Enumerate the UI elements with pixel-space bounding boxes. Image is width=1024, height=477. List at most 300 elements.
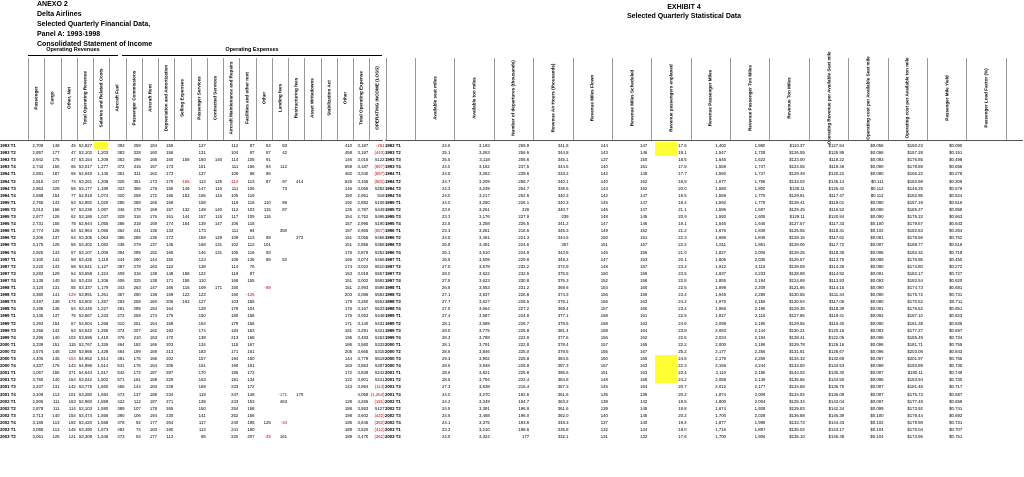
left-cell: 188	[344, 405, 352, 411]
right-cell: 3,791	[478, 341, 490, 347]
right-cell: 226.8	[518, 327, 530, 333]
left-cell: 155	[166, 185, 174, 191]
right-cell: 1,778	[754, 199, 766, 205]
left-cell: 351	[133, 178, 141, 184]
left-cell: 626	[344, 178, 352, 184]
group-operating-expenses-label: Operating Expenses	[225, 47, 279, 53]
left-cell: 134	[247, 377, 255, 383]
right-cell: 2,115	[754, 263, 766, 269]
right-col-header	[415, 58, 454, 138]
right-cell: 142	[600, 171, 608, 177]
left-cell: 3,187	[357, 164, 369, 170]
right-cell: 20.2	[678, 391, 687, 397]
left-cell: 5421	[374, 327, 385, 333]
left-cell: 177	[149, 434, 157, 440]
right-col-header	[966, 58, 1005, 138]
left-cell: 1,556	[97, 412, 109, 418]
right-cell: $129.78	[789, 341, 805, 347]
left-cell: 102	[68, 334, 76, 340]
left-cell: 111	[52, 398, 60, 404]
left-cell: 166	[149, 341, 157, 347]
right-cell: 28.0	[442, 270, 451, 276]
left-cell: 374	[117, 327, 125, 333]
left-cell: 263	[133, 285, 141, 290]
left-cell: 241	[133, 228, 141, 234]
right-cell: 1,827	[715, 249, 727, 255]
right-cell: $126.16	[828, 341, 845, 347]
left-col-header	[223, 58, 239, 138]
grid-vline	[533, 58, 534, 140]
left-cell: 76	[249, 263, 255, 269]
quarter-label: 1996 T3	[0, 242, 16, 248]
right-cell: 231.2	[518, 285, 530, 290]
right-cell: 147	[640, 192, 648, 198]
left-cell: 129	[52, 270, 60, 276]
right-cell: $0.093	[870, 277, 884, 283]
left-cell: 155	[52, 370, 60, 376]
right-cell: $143.04	[828, 398, 845, 404]
left-cell: 106	[247, 185, 255, 191]
left-cell: 131	[52, 285, 60, 290]
right-cell: $128.41	[789, 334, 805, 340]
left-col-header-label: Contracted Services	[212, 75, 218, 121]
right-cell: $193.89	[907, 363, 923, 369]
right-cell: 23.2	[678, 263, 687, 269]
left-cell: 161	[133, 377, 141, 383]
right-cell: $128.06	[789, 242, 805, 248]
left-cell: 110	[198, 277, 206, 283]
right-cell: 225.0	[518, 348, 530, 354]
left-cell: 366	[133, 185, 141, 191]
left-cell: 473	[117, 391, 125, 397]
left-cell: 5619	[374, 356, 385, 361]
right-cell: 152	[640, 178, 648, 184]
right-col-header	[691, 58, 730, 138]
right-cell: 1,806	[715, 256, 727, 262]
right-cell: 23.3	[442, 228, 451, 234]
right-cell: $125.55	[789, 228, 805, 234]
right-cell: 339.5	[557, 185, 569, 191]
left-cell: 3,055	[357, 185, 369, 191]
right-cell: 151	[600, 370, 608, 376]
left-cell: 1,179	[97, 285, 109, 290]
right-cell: 151	[640, 164, 648, 170]
left-cell: 55	[70, 285, 76, 290]
left-cell: 156	[52, 164, 60, 170]
right-cell: $126.55	[789, 150, 805, 156]
left-cell: 278	[133, 263, 141, 269]
right-cell: $129.45	[789, 206, 805, 212]
left-cell: 2,787	[357, 206, 369, 212]
grid-vline	[304, 58, 305, 140]
left-cell: 171	[231, 348, 239, 354]
right-cell: 28.6	[442, 363, 451, 369]
right-cell: 1,645	[715, 157, 727, 163]
right-cell: 1,747	[754, 164, 766, 170]
right-cell: $0.663	[949, 214, 963, 219]
left-cell: 1,261	[97, 292, 109, 298]
right-cell: 372.9	[557, 263, 569, 269]
left-cell: 148	[52, 348, 60, 354]
right-cell: $0.097	[870, 370, 884, 376]
right-cell: 1,811	[715, 242, 727, 248]
group-operating-expenses	[122, 47, 382, 57]
right-cell: $121.86	[789, 285, 805, 290]
right-cell: 3,491	[478, 242, 490, 248]
right-cell: 1,402	[715, 143, 727, 148]
right-cell: $175.72	[907, 292, 923, 298]
right-cell: 369.6	[557, 285, 569, 290]
right-table-row	[0, 433, 1024, 440]
right-cell: 2,083	[715, 327, 727, 333]
left-cell: 1,590	[97, 405, 109, 411]
quarter-label: 1996 T4	[385, 249, 401, 255]
left-cell: 3,016	[357, 157, 369, 163]
left-cell: 53,596	[78, 334, 92, 340]
left-cell: 247	[52, 178, 60, 184]
right-cell: $144.43	[828, 419, 845, 425]
left-cell: 155	[247, 277, 255, 283]
left-cell: 96	[282, 199, 287, 205]
highlight-cell	[94, 142, 108, 149]
right-cell: 156	[600, 348, 608, 354]
left-cell: 2,742	[32, 164, 44, 170]
left-cell: 2,878	[357, 249, 369, 255]
right-cell: 3,902	[478, 356, 490, 361]
right-cell: 157	[640, 242, 648, 248]
quarter-label: 1999 T2	[0, 320, 16, 326]
left-cell: 4,265	[357, 398, 369, 404]
left-cell: 144	[182, 214, 190, 219]
right-cell: 225.7	[518, 320, 530, 326]
highlight-cell	[655, 355, 677, 383]
quarter-label: 1994 T1	[385, 171, 401, 177]
grid-vline	[1006, 58, 1007, 140]
right-cell: $178.56	[907, 235, 923, 241]
right-cell: 3,775	[478, 327, 490, 333]
right-cell: $0.096	[870, 341, 884, 347]
left-cell: 147	[214, 221, 222, 227]
grid-vline	[454, 58, 455, 140]
left-cell: 97	[282, 178, 287, 184]
left-cell: 478	[117, 419, 125, 425]
right-table-row	[0, 398, 1024, 405]
right-cell: $146.39	[828, 412, 845, 418]
left-cell: 350	[279, 228, 287, 234]
left-cell: 4,405	[32, 356, 44, 361]
left-col-header	[126, 58, 142, 138]
left-cell: 2,892	[357, 199, 369, 205]
right-cell: 239.6	[518, 171, 530, 177]
right-cell: $136.76	[828, 384, 845, 390]
left-cell: 316	[133, 214, 141, 219]
right-cell: 145	[640, 412, 648, 418]
right-cell: 384.6	[557, 356, 569, 361]
left-cell: 3,750	[32, 377, 44, 383]
right-cell: $128.25	[789, 249, 805, 255]
quarter-label: 1998 T3	[0, 299, 16, 305]
right-cell: 230.8	[518, 277, 530, 283]
left-cell: 54,644	[78, 370, 92, 376]
right-table-row	[0, 256, 1024, 263]
left-cell: 153	[344, 270, 352, 276]
right-cell: 2,009	[754, 391, 766, 397]
right-cell: 1,605	[754, 214, 766, 219]
grid-vline	[353, 58, 354, 140]
right-cell: $0.089	[870, 256, 884, 262]
right-cell: 3,553	[478, 285, 490, 290]
right-cell: $127.54	[828, 143, 845, 148]
left-cell: 2,713	[32, 412, 44, 418]
right-cell: 24.0	[442, 391, 451, 397]
left-cell: 376	[117, 334, 125, 340]
right-cell: $148.25	[907, 185, 923, 191]
left-cell: 163	[149, 263, 157, 269]
grid-vline	[769, 58, 770, 140]
right-cell: 226.5	[518, 221, 530, 227]
grid-vline	[272, 58, 273, 140]
right-cell: 2,177	[715, 348, 727, 354]
right-cell: $150.23	[907, 143, 923, 148]
right-cell: $116.52	[828, 206, 845, 212]
left-cell: 175	[344, 313, 352, 319]
left-cell: 162	[149, 327, 157, 333]
quarter-label: 2003 T2	[385, 434, 401, 440]
left-cell: 5596	[374, 285, 385, 290]
right-cell: 1,768	[754, 178, 766, 184]
annex-label: ANEXO 2	[37, 1, 68, 8]
left-cell: 3,195	[32, 306, 44, 312]
quarter-label: 1997 T2	[0, 263, 16, 269]
right-cell: 24.6	[442, 412, 451, 418]
left-cell: 128	[198, 306, 206, 312]
right-cell: 163	[640, 320, 648, 326]
right-cell: $0.727	[949, 270, 963, 276]
left-cell: 164	[198, 320, 206, 326]
right-cell: $0.100	[870, 221, 884, 227]
right-cell: 1,622	[754, 157, 766, 163]
right-cell: $0.112	[870, 185, 884, 191]
right-cell: $0.524	[949, 192, 963, 198]
right-cell: 374.3	[557, 292, 569, 298]
left-cell: 168	[247, 405, 255, 411]
right-cell: 2,194	[754, 277, 766, 283]
right-col-header	[612, 58, 651, 138]
left-cell: 1,514	[97, 356, 109, 361]
right-cell: $0.097	[870, 398, 884, 404]
right-table-row	[0, 170, 1024, 177]
right-cell: $117.62	[828, 235, 845, 241]
right-table-row	[0, 249, 1024, 256]
quarter-label: 2000 T2	[0, 348, 16, 354]
left-cell: 482	[117, 427, 125, 432]
right-cell: 22.3	[678, 235, 687, 241]
right-cell: 340.3	[557, 192, 569, 198]
right-cell: $0.090	[870, 164, 884, 170]
highlight-cell	[655, 142, 677, 156]
left-cell: 166	[149, 356, 157, 361]
quarter-label: 2002 T4	[385, 419, 401, 425]
quarter-label: 2001 T3	[385, 384, 401, 390]
right-cell: 1,897	[754, 427, 766, 432]
right-cell: 20.0	[678, 185, 687, 191]
right-cell: 1,912	[715, 263, 727, 269]
quarter-label: 1998 T2	[385, 292, 401, 298]
left-cell: 53,103	[78, 405, 92, 411]
left-cell: 119	[247, 192, 255, 198]
right-cell: 232.6	[518, 270, 530, 276]
left-cell: 174	[344, 263, 352, 269]
left-col-header-label: Cargo	[49, 91, 55, 105]
left-cell: 131	[52, 384, 60, 390]
left-col-header	[353, 58, 369, 138]
quarter-label: 2001 T1	[385, 370, 401, 376]
left-cell: 315	[133, 164, 141, 170]
left-cell: 73	[282, 185, 287, 191]
right-cell: $130.11	[789, 185, 805, 191]
right-table-row	[0, 327, 1024, 334]
grid-vline	[612, 58, 613, 140]
left-cell: 410	[344, 143, 352, 148]
left-cell: 47	[70, 150, 76, 156]
left-cell: 176	[149, 214, 157, 219]
left-cell: 258	[133, 299, 141, 305]
right-cell: $117.72	[828, 242, 845, 248]
left-cell: 3,520	[357, 427, 369, 432]
right-cell: $135.66	[789, 377, 805, 383]
right-cell: 27.4	[442, 313, 451, 319]
left-cell: 5262	[374, 249, 385, 255]
left-cell: 106	[133, 412, 141, 418]
right-cell: $0.278	[949, 171, 963, 177]
left-cell: 165	[149, 199, 157, 205]
left-cell: 170	[296, 391, 304, 397]
left-cell: 142	[68, 384, 76, 390]
left-cell: 133	[166, 228, 174, 234]
left-cell: 213	[231, 334, 239, 340]
right-table-row	[0, 149, 1024, 156]
right-cell: 1,674	[715, 405, 727, 411]
right-cell: 361.6	[557, 405, 569, 411]
right-cell: $0.095	[870, 249, 884, 255]
left-cell: 186	[344, 341, 352, 347]
right-table-row	[0, 348, 1024, 355]
right-cell: 146	[640, 150, 648, 156]
left-cell: (567)	[374, 164, 385, 170]
right-cell: $0.091	[870, 235, 884, 241]
left-cell: 1,584	[97, 391, 109, 397]
right-cell: 140	[600, 178, 608, 184]
right-cell: $0.091	[870, 270, 884, 276]
left-cell: 3,056	[357, 235, 369, 241]
left-cell: 53,177	[78, 185, 92, 191]
quarter-label: 2003 T1	[0, 427, 16, 432]
left-cell: 154	[149, 306, 157, 312]
left-cell: 85	[200, 434, 206, 440]
left-cell: 42	[282, 150, 287, 156]
left-cell: 150	[198, 313, 206, 319]
left-cell: 5315	[374, 348, 385, 354]
left-cell: 482	[344, 171, 352, 177]
left-col-header-label: Restructuring fees	[293, 77, 299, 119]
left-cell: 288	[133, 235, 141, 241]
quarter-label: 1999 T3	[385, 327, 401, 333]
left-cell: 406	[117, 277, 125, 283]
right-cell: 137	[600, 419, 608, 425]
left-cell: 136	[149, 235, 157, 241]
left-cell: 571	[117, 377, 125, 383]
right-cell: 340.3	[557, 199, 569, 205]
right-cell: 1,546	[715, 221, 727, 227]
left-cell: 97	[249, 150, 255, 156]
left-cell: 1,145	[97, 171, 109, 177]
quarter-label: 1994 T1	[0, 171, 16, 177]
left-cell: 1,268	[97, 320, 109, 326]
left-cell: 165	[166, 249, 174, 255]
left-cell: 173	[198, 228, 206, 234]
right-cell: $0.718	[949, 249, 963, 255]
left-cell: 160	[198, 157, 206, 163]
left-cell: 137	[133, 391, 141, 397]
left-cell: 108	[231, 256, 239, 262]
quarter-label: 2000 T4	[385, 363, 401, 369]
left-cell: 115	[263, 206, 271, 212]
right-cell: $176.95	[907, 256, 923, 262]
left-cell: 177	[149, 419, 157, 425]
right-cell: 19.8	[678, 405, 687, 411]
right-cell: 153	[640, 256, 648, 262]
left-cell: 184	[149, 143, 157, 148]
exhibit-label: EXHIBIT 4	[667, 4, 701, 11]
left-cell: 52	[282, 256, 287, 262]
right-cell: $0.272	[949, 263, 963, 269]
left-cell: 161	[166, 214, 174, 219]
grid-vline	[109, 58, 110, 140]
right-cell: $118.22	[828, 157, 845, 163]
right-cell: $134.68	[789, 384, 805, 390]
right-cell: 140	[640, 419, 648, 425]
left-cell: 53,017	[78, 164, 92, 170]
left-cell: 2,925	[32, 249, 44, 255]
quarter-label: 1993 T2	[385, 150, 401, 156]
right-cell: 27.5	[442, 277, 451, 283]
right-cell: 2,004	[754, 398, 766, 404]
right-table-row	[0, 383, 1024, 390]
right-cell: $181.38	[907, 320, 923, 326]
left-cell: 52,944	[78, 221, 92, 227]
right-cell: 23.3	[442, 214, 451, 219]
left-cell: 135	[149, 228, 157, 234]
left-cell: 1,514	[97, 363, 109, 369]
right-table-row	[0, 405, 1024, 412]
left-cell: 157	[344, 228, 352, 234]
right-cell: $173.92	[907, 405, 923, 411]
left-cell: 1,203	[97, 150, 109, 156]
left-cell: 473	[117, 434, 125, 440]
right-cell: $0.656	[949, 164, 963, 170]
right-col-header-label: Passenger Mile Yield	[944, 75, 950, 121]
right-cell: 24.5	[442, 171, 451, 177]
left-cell: 363	[117, 157, 125, 163]
left-cell: 3,022	[357, 263, 369, 269]
left-cell: 113	[52, 427, 60, 432]
right-cell: $118.31	[828, 228, 845, 234]
left-cell: 325	[133, 277, 141, 283]
left-cell: 286	[117, 221, 125, 227]
left-cell: 77	[70, 192, 76, 198]
right-cell: $116.40	[828, 320, 845, 326]
grid-vline	[888, 58, 889, 140]
